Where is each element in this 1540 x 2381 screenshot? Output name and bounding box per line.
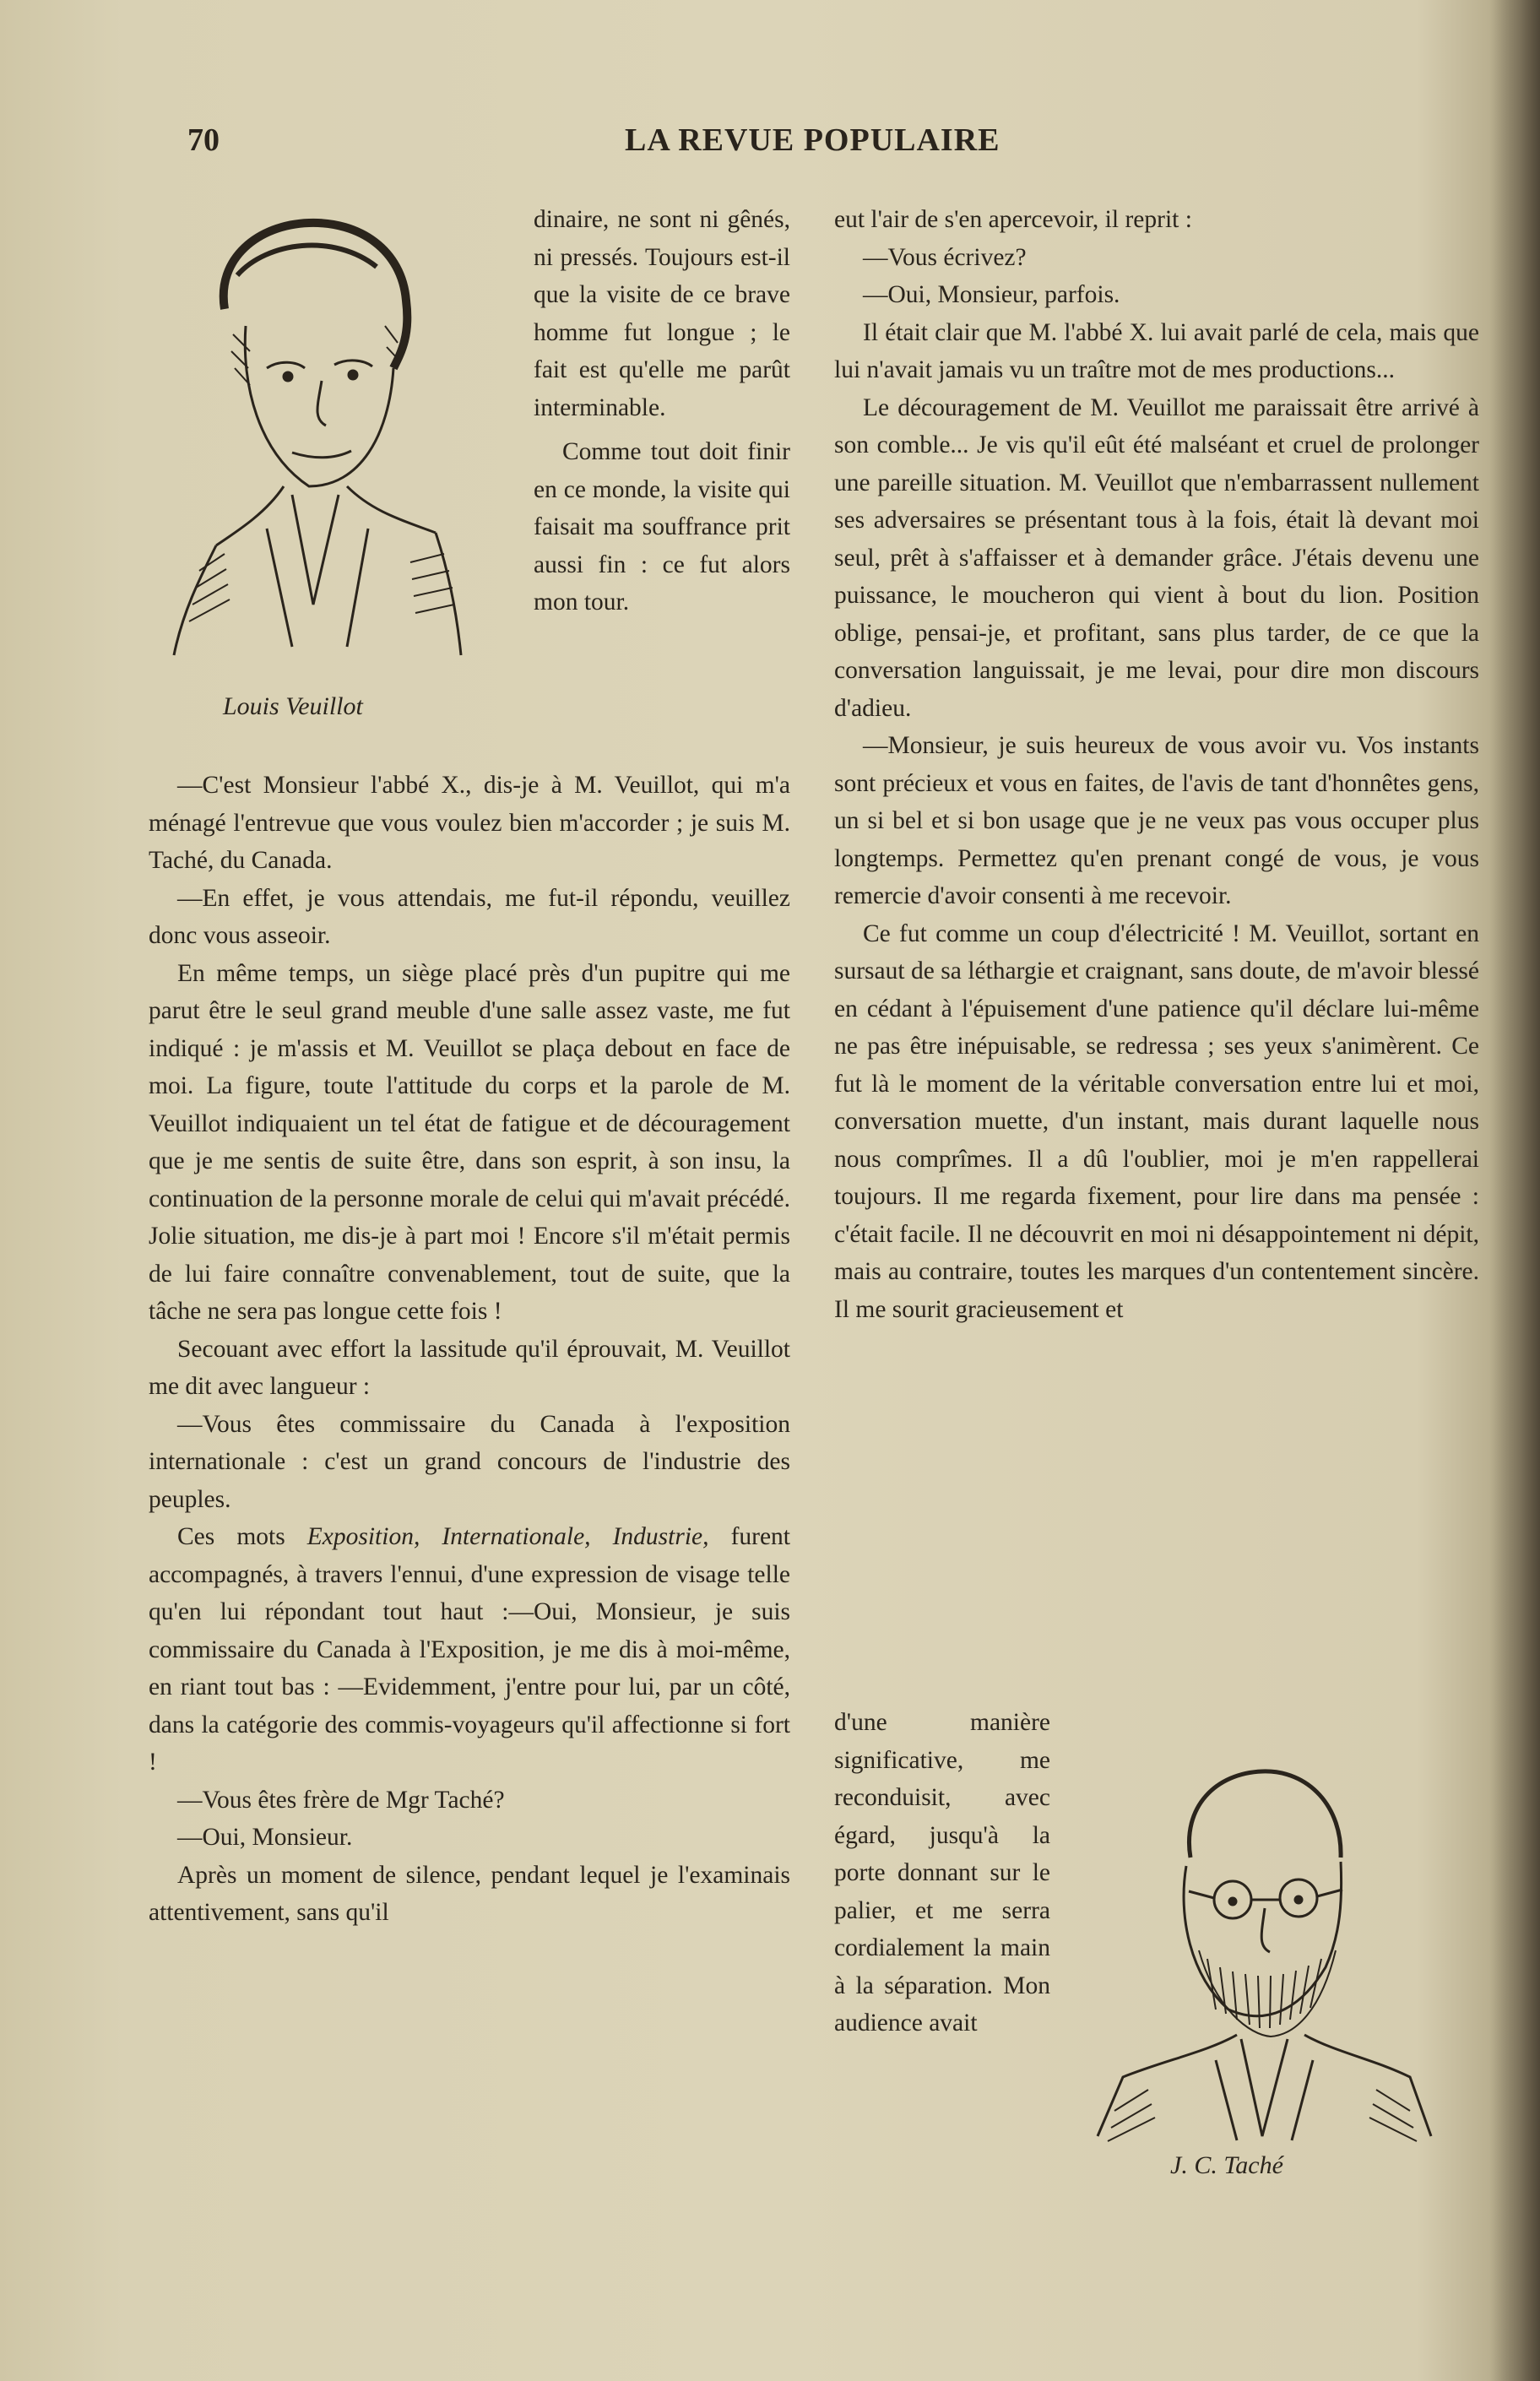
paragraph: —Oui, Monsieur. xyxy=(177,1824,353,1851)
page-number: 70 xyxy=(187,122,220,158)
paragraph: —Vous êtes commissaire du Canada à l'exposition internationale : c'est un grand concours de l'industrie des peuples. xyxy=(149,1410,790,1513)
paragraph: —C'est Monsieur l'abbé X., dis-je à M. Veuillot, qui m'a ménagé l'entrevue que vous voulez bien m'accorder ; je suis M. Taché, du Canada. xyxy=(149,772,790,874)
paragraph: Secouant avec effort la lassitude qu'il éprouvait, M. Veuillot me dit avec langueur : xyxy=(149,1335,790,1400)
paragraph: dinaire, ne sont ni gênés, ni pressés. Toujours est-il que la visite de ce brave homme fut longue ; le fait est qu'elle me parût interminable. xyxy=(534,206,790,421)
veuillot-caption: Louis Veuillot xyxy=(223,692,363,720)
text-run: furent accompagnés, à travers l'ennui, d'une expression de visage telle qu'en lui répondant tout haut :—Oui, Monsieur, je suis commissaire du Canada à l'Exposition, je me dis à moi-même, en riant tout bas : —Evidemment, j'entre pour lui, par un côté, dans la catégorie des commis-voyageurs qu'il affectionne si fort ! xyxy=(149,1523,791,1776)
paragraph: —Vous êtes frère de Mgr Taché? xyxy=(177,1786,505,1814)
column-2-wrap-text xyxy=(834,1704,1050,2042)
paragraph: Il était clair que M. l'abbé X. lui avait parlé de cela, mais que lui n'avait jamais vu un traître mot de mes productions... xyxy=(834,318,1479,383)
paragraph: —Vous écrivez? xyxy=(863,243,1027,271)
paragraph: —Monsieur, je suis heureux de vous avoir vu. Vos instants sont précieux et vous en faites, de l'avis de tant d'honnêtes gens, un si bel et si bon usage que je ne veux pas vous occuper plus longtemps. Permettez qu'en prenant congé de vous, je vous remercie d'avoir consenti à me recevoir. xyxy=(834,732,1479,909)
tache-portrait xyxy=(1089,1756,1435,2145)
paragraph: —En effet, je vous attendais, me fut-il répondu, veuillez donc vous asseoir. xyxy=(149,884,790,949)
text-run: Ces mots xyxy=(177,1523,307,1550)
paragraph: eut l'air de s'en apercevoir, il reprit : xyxy=(834,206,1192,233)
veuillot-portrait xyxy=(165,208,469,664)
running-title: LA REVUE POPULAIRE xyxy=(625,122,1000,158)
column-1-wrap-text xyxy=(534,201,790,767)
paragraph: d'une manière significative, me reconduisit, avec égard, jusqu'à la porte donnant sur le palier, et me serra cordialement la main à la séparation. Mon audience avait xyxy=(834,1709,1050,2037)
paragraph: Après un moment de silence, pendant lequel je l'examinais attentivement, sans qu'il xyxy=(149,1861,790,1926)
paragraph: Le découragement de M. Veuillot me paraissait être arrivé à son comble... Je vis qu'il eût été malséant et cruel de prolonger une pareille situation. M. Veuillot que n'embarrassent nullement ses adversaires se présentant tous à la fois, était là devant moi seul, prêt à s'affaisser et à demander grâce. J'étais devenu une puissance, le moucheron qui vient à bout du lion. Position oblige, pensai-je, et profitant, sans plus tarder, de ce que la conversation languissait, je me levai, pour dire mon discours d'adieu. xyxy=(834,393,1479,722)
page-header xyxy=(0,122,1540,165)
paragraph: En même temps, un siège placé près d'un pupitre qui me parut être le seul grand meuble d'une salle assez vaste, me fut indiqué : je m'assis et M. Veuillot se plaça debout en face de moi. La figure, toute l'attitude du corps et la parole de M. Veuillot indiquaient un tel état de fatigue et de découragement que je me sentis de suite être, dans son esprit, à son insu, la continuation de la personne morale de celui qui m'avait précédé. Jolie situation, me dis-je à part moi ! Encore s'il m'était permis de lui faire connaître convenablement, tout de suite, que la tâche ne sera pas longue cette fois ! xyxy=(149,959,790,1325)
page-spine-shadow xyxy=(1489,0,1540,2381)
paragraph: —Oui, Monsieur, parfois. xyxy=(863,281,1120,308)
column-2-text xyxy=(834,201,1479,1328)
paragraph-ces-mots xyxy=(149,1518,790,1782)
column-1-text xyxy=(149,767,790,1932)
paragraph: Ce fut comme un coup d'électricité ! M. Veuillot, sortant en sursaut de sa léthargie et craignant, sans doute, de m'avoir blessé en cédant à l'épuisement d'une patience qu'il déclare lui-même ne pas être inépuisable, se redressa ; ses yeux s'animèrent. Ce fut là le moment de la véritable conversation entre lui et moi, conversation muette, d'un instant, mais durant laquelle nous nous comprîmes. Il a dû l'oublier, moi je m'en rappellerai toujours. Il me regarda fixement, pour lire dans ma pensée : c'était facile. Il ne découvrit en moi ni désappointement ni dépit, mais au contraire, toutes les marques d'un contentement sincère. Il me sourit gracieusement et xyxy=(834,919,1479,1323)
italic-run: Exposition, Internationale, Industrie, xyxy=(306,1523,709,1550)
paragraph: Comme tout doit finir en ce monde, la visite qui faisait ma souffrance prit aussi fin : ce fut alors mon tour. xyxy=(534,438,790,616)
tache-caption: J. C. Taché xyxy=(1170,2151,1283,2179)
